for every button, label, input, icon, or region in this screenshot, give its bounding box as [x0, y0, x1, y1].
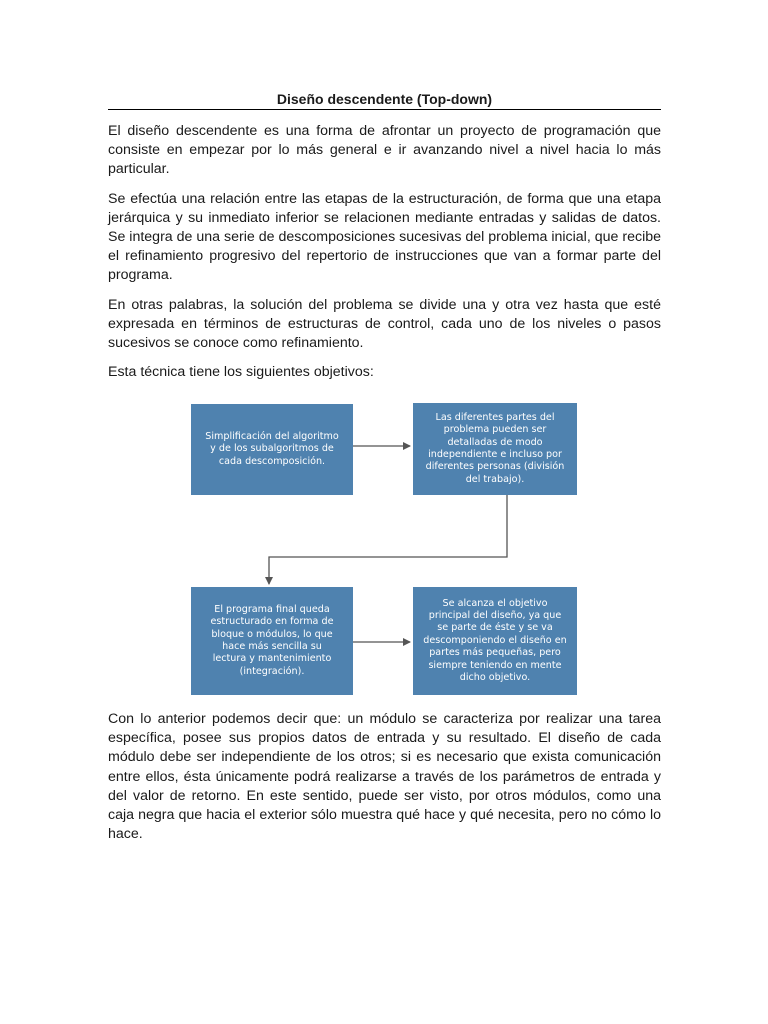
paragraph-refinement: En otras palabras, la solución del problema se divide una y otra vez hasta que esté expresada en términos de estructuras de control, cada uno de los niveles o pasos sucesivos se conoce como refinamiento.	[108, 296, 661, 352]
paragraph-relation: Se efectúa una relación entre las etapas de la estructuración, de forma que una etapa jerárquica y su inmediato inferior se relacionen mediante entradas y salidas de datos. Se integra de una serie de descomposiciones sucesivas del problema inicial, que recibe el refinamiento progresivo del repertorio de instrucciones que van a formar parte del programa.	[108, 190, 661, 284]
document-title: Diseño descendente (Top-down)	[108, 90, 661, 110]
diagram-box-final-program	[191, 587, 353, 695]
diagram-box-simplification-text: Simplificación del algoritmo y de los subalgoritmos de cada descomposición.	[205, 430, 339, 467]
diagram-box-simplification	[191, 404, 353, 495]
diagram-box-main-objective-text: Se alcanza el objetivo principal del diseño, ya que se parte de éste y se va descomponiendo el diseño en partes más pequeñas, pero siempre teniendo en mente dicho objetivo.	[423, 597, 567, 684]
paragraph-objectives-lead: Esta técnica tiene los siguientes objetivos:	[108, 364, 374, 381]
arrow-box2-to-box3	[269, 495, 507, 584]
diagram-box-independent-parts	[413, 403, 577, 495]
document-body	[108, 84, 661, 382]
objectives-diagram	[191, 403, 577, 696]
paragraph-intro: El diseño descendente es una forma de afrontar un proyecto de programación que consiste en empezar por lo más general e ir avanzando nivel a nivel hacia lo más particular.	[108, 123, 661, 178]
diagram-box-main-objective	[413, 587, 577, 695]
diagram-box-final-program-text: El programa final queda estructurado en forma de bloque o módulos, lo que hace más sencilla su lectura y mantenimiento (integración).	[210, 603, 334, 677]
diagram-box-independent-parts-text: Las diferentes partes del problema pueden ser detalladas de modo independiente e incluso por diferentes personas (división del trabajo).	[425, 411, 565, 485]
paragraph-module-conclusion: Con lo anterior podemos decir que: un módulo se caracteriza por realizar una tarea específica, posee sus propios datos de entrada y su resultado. El diseño de cada módulo debe ser independiente de los otros; si es necesario que exista comunicación entre ellos, ésta únicamente podrá realizarse a través de los parámetros de entrada y del valor de retorno. En este sentido, puede ser visto, por otros módulos, como una caja negra que hacia el exterior sólo muestra qué hace y qué necesita, pero no cómo lo hace.	[108, 711, 661, 843]
document-body-after-diagram	[108, 710, 661, 844]
